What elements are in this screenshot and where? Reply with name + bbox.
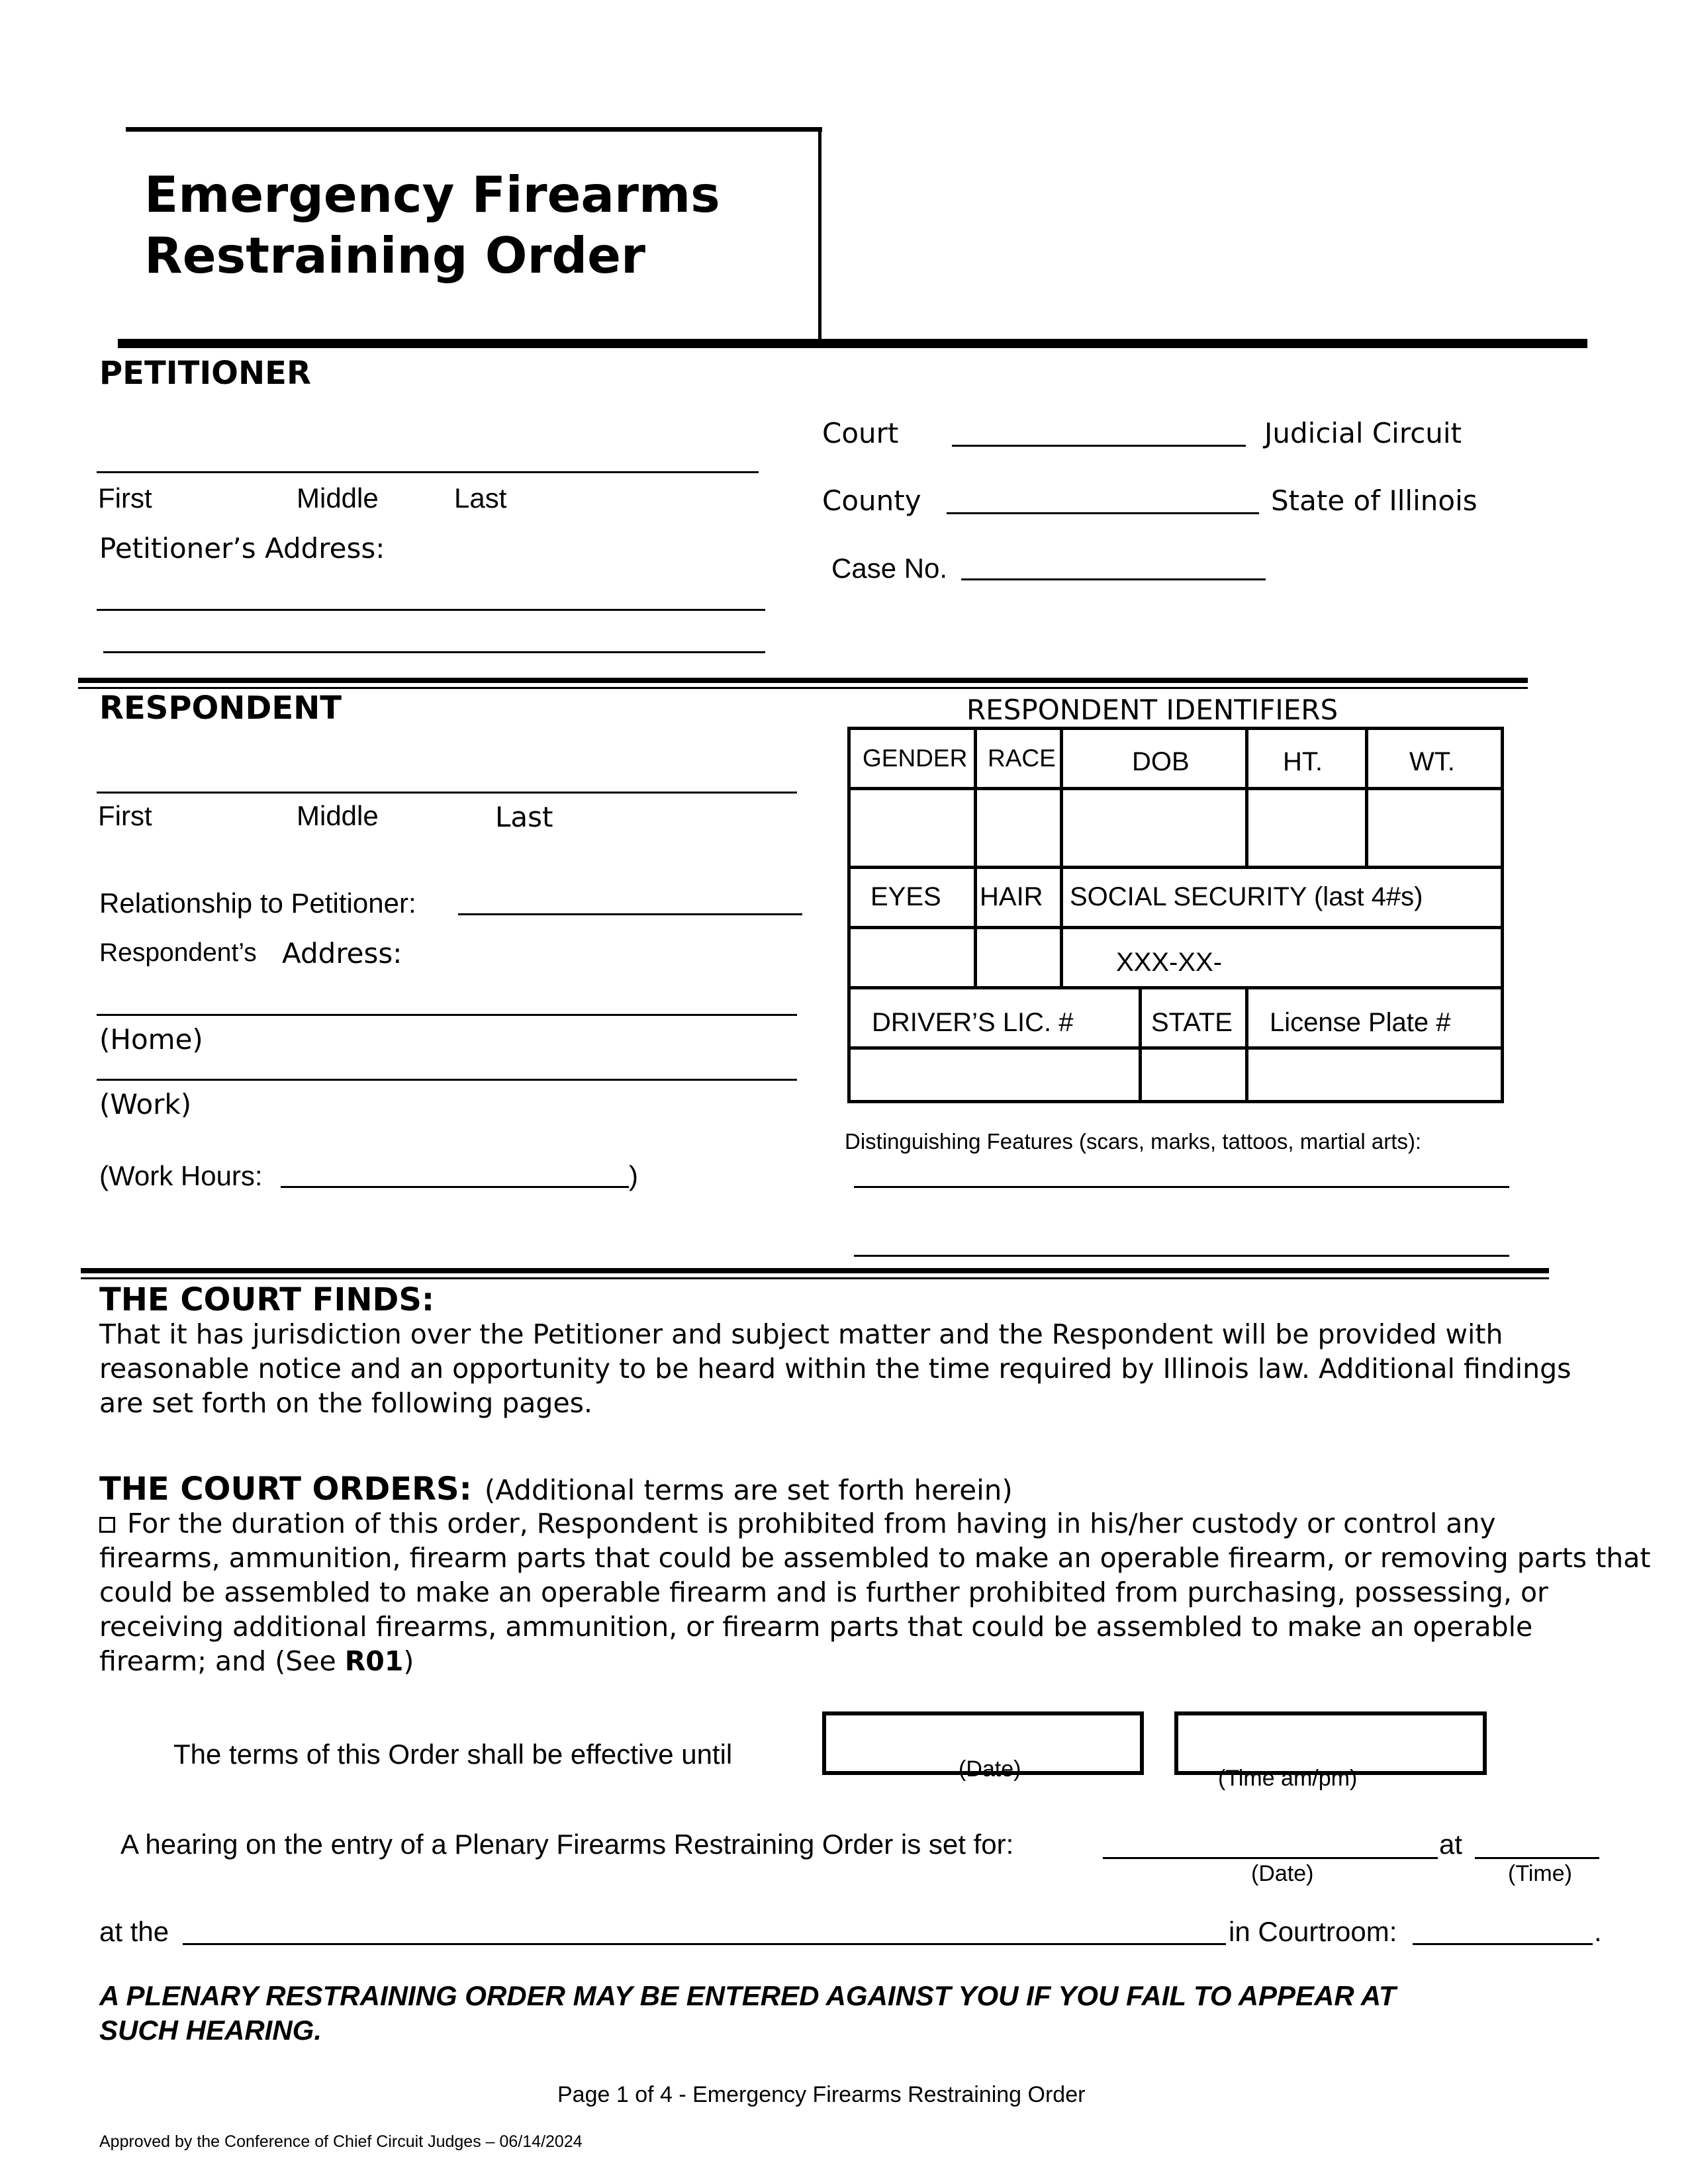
race-header-cell	[974, 727, 1063, 790]
ssn-value: XXX-XX-	[1116, 948, 1223, 977]
dob-value-cell[interactable]	[1060, 787, 1248, 869]
form-title-line2: Restraining Order	[144, 226, 645, 285]
race-value-cell[interactable]	[974, 787, 1063, 869]
findings-rule-thick	[81, 1268, 1549, 1273]
respondent-work-address-field[interactable]	[97, 1079, 797, 1081]
distinguishing-features-label: Distinguishing Features (scars, marks, tattoos, martial arts):	[845, 1129, 1422, 1154]
eyes-header: EYES	[870, 882, 941, 911]
hearing-label: A hearing on the entry of a Plenary Firearms Restraining Order is set for:	[120, 1829, 1014, 1860]
hearing-date-field[interactable]	[1103, 1857, 1438, 1859]
distinguishing-features-line2[interactable]	[854, 1255, 1509, 1257]
drivers-lic-header: DRIVER’S LIC. #	[872, 1008, 1074, 1037]
effective-date-caption: (Date)	[959, 1756, 1021, 1782]
orders-r01-ref: R01	[344, 1645, 404, 1677]
hair-value-cell[interactable]	[974, 926, 1063, 989]
respondent-name-field[interactable]	[97, 792, 797, 794]
court-circuit-field[interactable]	[952, 445, 1246, 447]
petitioner-heading: PETITIONER	[99, 355, 311, 392]
petitioner-middle-label: Middle	[297, 482, 379, 514]
work-hours-field[interactable]	[281, 1186, 629, 1188]
drivers-lic-value-cell[interactable]	[847, 1046, 1142, 1103]
dob-header: DOB	[1132, 747, 1190, 776]
respondent-middle-label: Middle	[297, 800, 379, 831]
respondent-rule-thick	[78, 678, 1528, 683]
respondent-address-label-a: Respondent’s	[99, 938, 257, 967]
findings-heading: THE COURT FINDS:	[99, 1281, 435, 1318]
orders-line-4: receiving additional firearms, ammunition, or firearm parts that could be assembled to make an operable	[99, 1611, 1533, 1643]
license-plate-header: License Plate #	[1270, 1008, 1451, 1037]
race-header: RACE	[988, 745, 1056, 772]
eyes-value-cell[interactable]	[847, 926, 977, 989]
license-plate-header-cell	[1245, 986, 1504, 1050]
form-title-line1: Emergency Firearms	[144, 165, 720, 224]
plenary-warning-line1: A PLENARY RESTRAINING ORDER MAY BE ENTERED AGAINST YOU IF YOU FAIL TO APPEAR AT	[99, 1980, 1396, 2011]
respondent-rule-thin	[78, 687, 1528, 689]
findings-line-2: reasonable notice and an opportunity to be heard within the time required by Illinois law. Additional findings	[99, 1353, 1571, 1385]
hearing-at-label: at	[1439, 1829, 1463, 1860]
at-the-label: at the	[99, 1916, 169, 1947]
state-header-cell	[1139, 986, 1248, 1050]
findings-line-1: That it has jurisdiction over the Petitioner and subject matter and the Respondent will be provided with	[99, 1318, 1503, 1350]
ssn-header-cell	[1060, 866, 1504, 929]
petitioner-first-label: First	[98, 482, 152, 514]
ssn-value-cell[interactable]	[1060, 926, 1504, 989]
gender-header-cell	[847, 727, 977, 790]
findings-rule-thin	[81, 1277, 1549, 1279]
ht-header: HT.	[1283, 747, 1323, 776]
page-footer: Page 1 of 4 - Emergency Firearms Restraining Order	[557, 2082, 1086, 2107]
effective-time-caption: (Time am/pm)	[1218, 1766, 1358, 1791]
orders-heading-note: (Additional terms are set forth herein)	[484, 1474, 1013, 1506]
plenary-warning	[99, 1979, 1396, 2048]
orders-line-1	[99, 1506, 1650, 1541]
ht-value-cell[interactable]	[1245, 787, 1368, 869]
gender-header: GENDER	[863, 745, 968, 772]
orders-line-2: firearms, ammunition, firearm parts that could be assembled to make an operable firearm, or removing parts that	[99, 1542, 1651, 1574]
findings-text	[99, 1317, 1571, 1420]
drivers-lic-header-cell	[847, 986, 1142, 1050]
orders-heading: THE COURT ORDERS:	[99, 1471, 472, 1508]
hearing-time-caption: (Time)	[1508, 1861, 1572, 1886]
courtroom-label: in Courtroom:	[1229, 1916, 1397, 1947]
wt-value-cell[interactable]	[1365, 787, 1504, 869]
work-hours-label: (Work Hours:	[99, 1160, 263, 1191]
orders-text	[99, 1506, 1650, 1678]
hair-header-cell	[974, 866, 1063, 929]
orders-heading-row	[99, 1471, 1013, 1508]
courtroom-field[interactable]	[1413, 1943, 1593, 1945]
relationship-field[interactable]	[458, 913, 802, 915]
petitioner-last-label: Last	[454, 482, 507, 514]
case-no-field[interactable]	[961, 578, 1266, 580]
petitioner-address-label: Petitioner’s Address:	[99, 532, 385, 565]
plenary-warning-line2: SUCH HEARING.	[99, 2015, 322, 2046]
state-label: State of Illinois	[1271, 484, 1477, 517]
header-thick-rule	[118, 339, 1587, 348]
hearing-time-field[interactable]	[1475, 1857, 1599, 1859]
judicial-circuit-label: Judicial Circuit	[1264, 417, 1462, 449]
orders-line-5-prefix: firearm; and (See	[99, 1645, 345, 1677]
home-label: (Home)	[99, 1023, 203, 1056]
distinguishing-features-line1[interactable]	[854, 1186, 1509, 1188]
relationship-label: Relationship to Petitioner:	[99, 887, 416, 919]
work-label: (Work)	[99, 1088, 192, 1120]
orders-line-5	[99, 1644, 1650, 1678]
courtroom-end: .	[1594, 1916, 1602, 1947]
hearing-date-caption: (Date)	[1251, 1861, 1314, 1886]
respondent-address-label-b: Address:	[282, 937, 402, 970]
title-box-top-rule	[126, 127, 822, 132]
findings-line-3: are set forth on the following pages.	[99, 1387, 593, 1419]
ht-header-cell	[1245, 727, 1368, 790]
court-label: Court	[822, 417, 899, 449]
license-plate-value-cell[interactable]	[1245, 1046, 1504, 1103]
firearms-prohibition-checkbox[interactable]	[99, 1517, 115, 1533]
ssn-header: SOCIAL SECURITY (last 4#s)	[1070, 882, 1423, 911]
case-no-label: Case No.	[831, 553, 948, 584]
identifiers-heading: RESPONDENT IDENTIFIERS	[966, 694, 1338, 726]
orders-line-3: could be assembled to make an operable firearm and is further prohibited from purchasing, possessing, or	[99, 1576, 1548, 1608]
eyes-header-cell	[847, 866, 977, 929]
petitioner-address-line2[interactable]	[103, 651, 765, 653]
respondent-home-address-field[interactable]	[97, 1014, 797, 1016]
petitioner-address-line1[interactable]	[97, 609, 765, 611]
hair-header: HAIR	[980, 882, 1043, 911]
gender-value-cell[interactable]	[847, 787, 977, 869]
wt-header-cell	[1365, 727, 1504, 790]
county-field[interactable]	[947, 512, 1259, 514]
form-title	[144, 164, 720, 286]
state-value-cell[interactable]	[1139, 1046, 1248, 1103]
title-box-right-rule	[818, 127, 821, 339]
county-label: County	[822, 484, 921, 517]
dob-header-cell	[1060, 727, 1248, 790]
wt-header: WT.	[1409, 747, 1455, 776]
state-header: STATE	[1151, 1008, 1233, 1037]
approval-footer: Approved by the Conference of Chief Circuit Judges – 06/14/2024	[99, 2132, 583, 2151]
respondent-heading: RESPONDENT	[99, 690, 342, 727]
respondent-first-label: First	[98, 800, 152, 831]
respondent-last-label: Last	[495, 801, 553, 833]
petitioner-name-field[interactable]	[97, 471, 759, 473]
hearing-location-field[interactable]	[183, 1943, 1226, 1945]
work-hours-close: )	[629, 1160, 638, 1191]
effective-until-label: The terms of this Order shall be effective until	[173, 1739, 733, 1770]
orders-line-5-suffix: )	[403, 1645, 414, 1677]
orders-line-1-text: For the duration of this order, Respondent is prohibited from having in his/her custody or control any	[127, 1508, 1496, 1539]
